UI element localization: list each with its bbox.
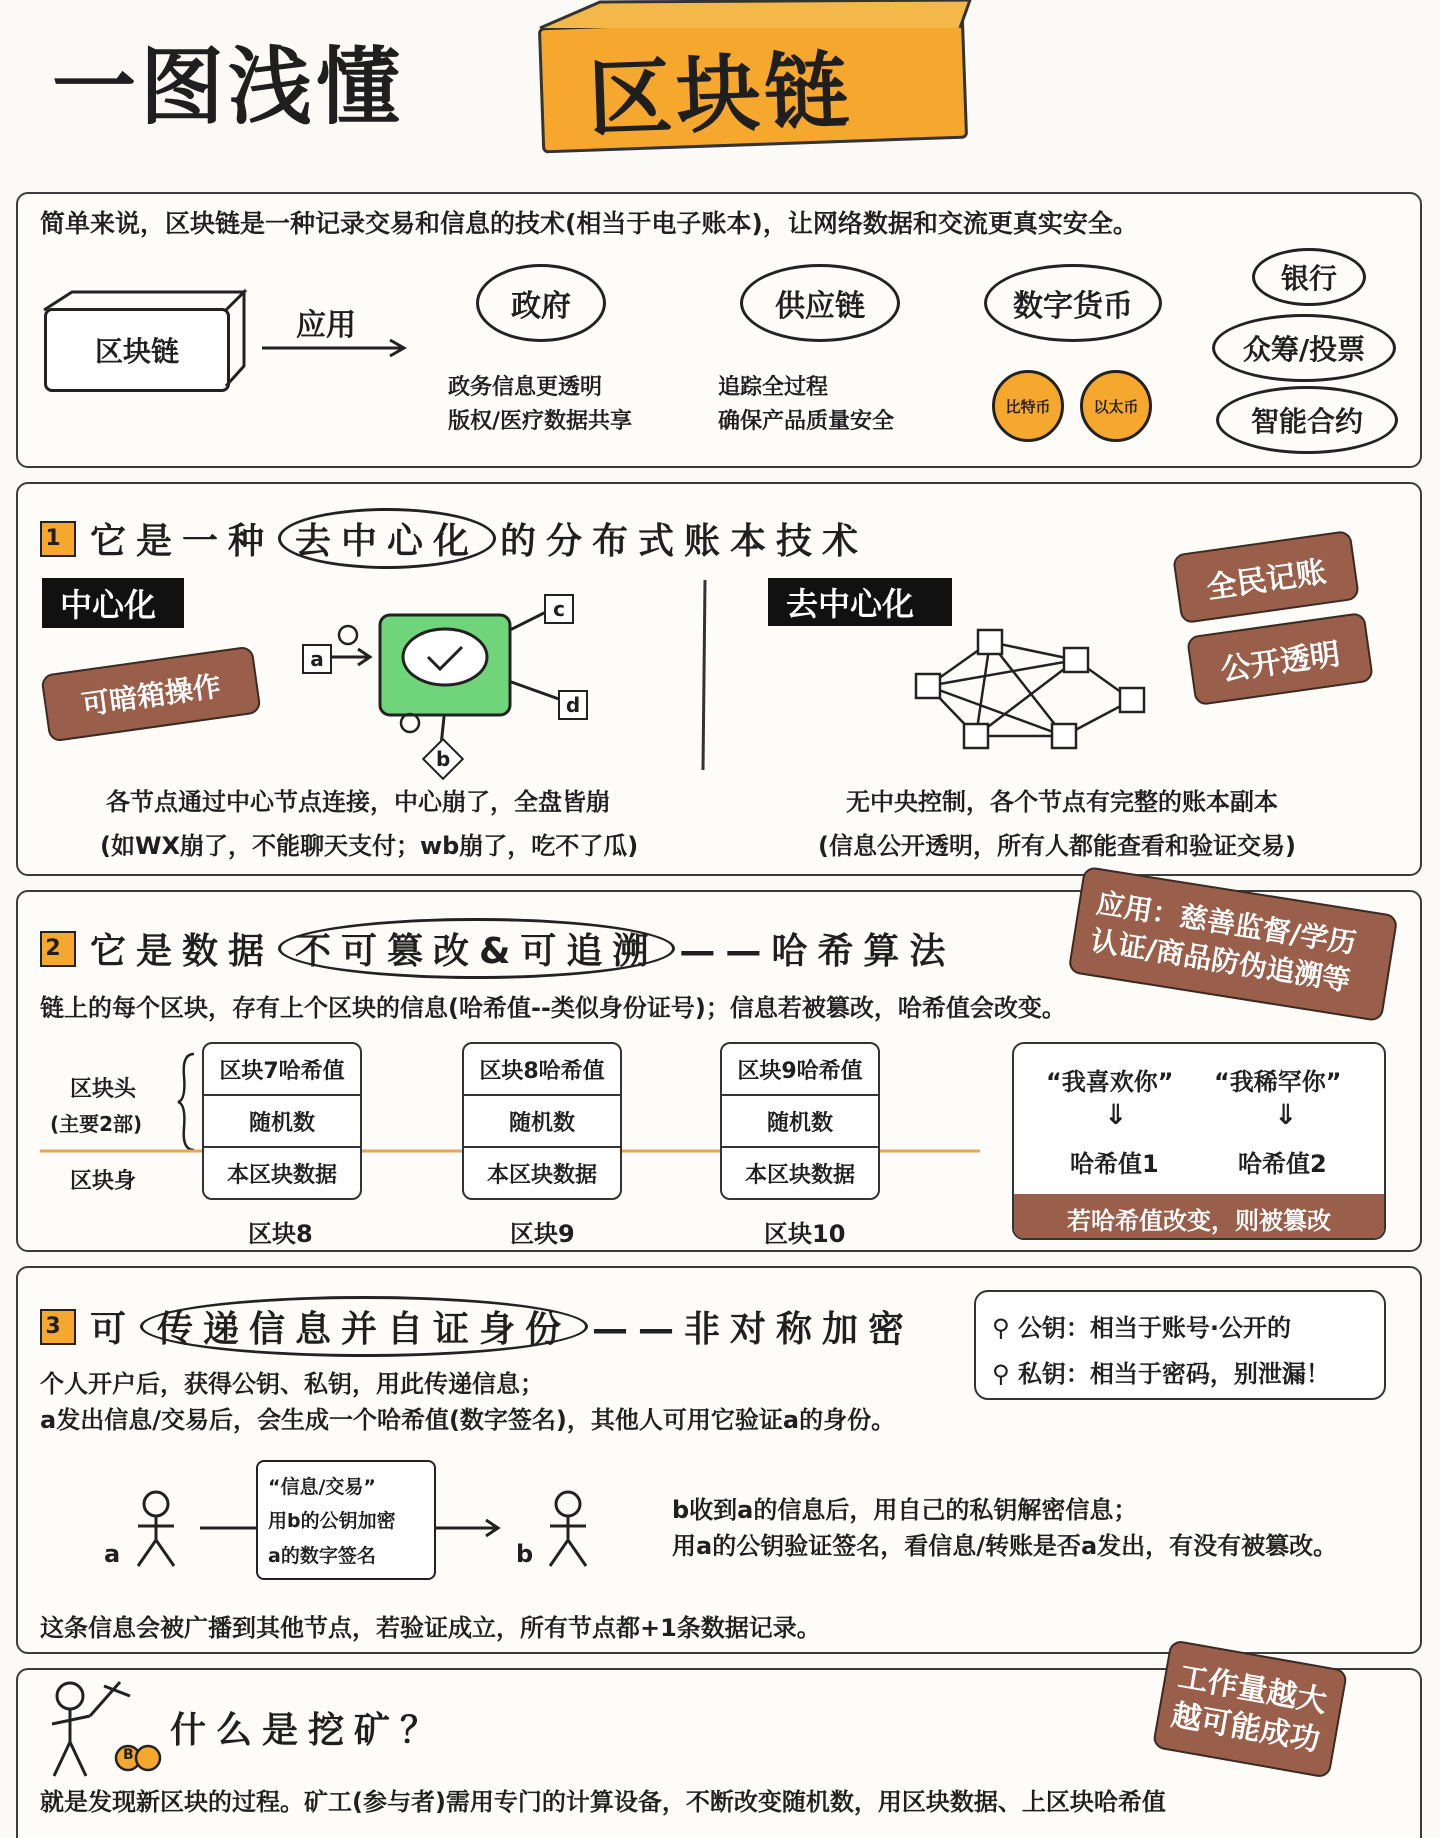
key-icon: ⚲ [992, 1360, 1018, 1388]
block-9 [462, 1042, 622, 1200]
section-number: 1 [40, 521, 76, 557]
circled-keyword: 传递信息并自证身份 [140, 1296, 588, 1357]
government-line-1: 政务信息更透明 [448, 375, 603, 400]
section-2-description: 链上的每个区块，存有上个区块的信息(哈希值--类似身份证号)；信息若被篡改，哈希值会改变。 [40, 994, 1066, 1022]
hash-value-1: 哈希值1 [1070, 1150, 1159, 1178]
centralized-caption-2: (如WX崩了，不能聊天支付；wb崩了，吃不了瓜) [100, 832, 639, 860]
oval-government: 政府 [476, 264, 606, 342]
hash-example-box [1012, 1042, 1386, 1240]
supply-line-2: 确保产品质量安全 [718, 409, 895, 434]
private-key-line: ⚲ 私钥：相当于密码，别泄漏！ [992, 1360, 1330, 1388]
coin-label: B [123, 1747, 134, 1763]
message-box [256, 1460, 436, 1580]
badge-public-bookkeeping: 全民记账 [1172, 530, 1360, 624]
oval-digital-currency: 数字货币 [984, 264, 1162, 342]
title-box-top-edge [530, 0, 970, 30]
decentralized-tag: 去中心化 [768, 578, 952, 626]
section-1-title: 1 它是一种 去中心化 的分布式账本技术 [40, 508, 868, 569]
apply-arrow-label: 应用 [296, 308, 356, 343]
block-8-name: 区块8 [248, 1220, 313, 1248]
decentralized-caption-1: 无中央控制，各个节点有完整的账本副本 [846, 788, 1278, 816]
hash-footer: 若哈希值改变，则被篡改 [1014, 1194, 1384, 1240]
blockchain-block-label: 区块链 [94, 335, 179, 368]
apply-arrow [262, 338, 412, 358]
section-number: 2 [40, 931, 76, 967]
block-nonce-row: 随机数 [722, 1096, 878, 1148]
message-box-line: “信息/交易” [268, 1475, 376, 1498]
block-head-label: 区块头 [70, 1077, 137, 1102]
block-nonce-row: 随机数 [204, 1096, 360, 1148]
section-number: 3 [40, 1309, 76, 1345]
oval-supply-chain: 供应链 [740, 264, 900, 342]
node-a: a [302, 644, 332, 674]
broadcast-line: 这条信息会被广播到其他节点，若验证成立，所有节点都+1条数据记录。 [40, 1614, 821, 1642]
coin-ether: 以太币 [1080, 370, 1152, 442]
circled-keyword: 不可篡改&可追溯 [278, 918, 675, 979]
head-brace [176, 1052, 198, 1152]
hash-text-2: “我稀罕你” [1214, 1068, 1342, 1096]
hash-arrow-1: ⇓ [1104, 1098, 1128, 1131]
block-8 [202, 1042, 362, 1200]
block-data-row: 本区块数据 [744, 1162, 855, 1188]
section-3-line-2: a发出信息/交易后，会生成一个哈希值(数字签名)，其他人可用它验证a的身份。 [40, 1406, 896, 1434]
block-hash-row: 区块8哈希值 [464, 1044, 620, 1096]
block-data-row: 本区块数据 [486, 1162, 597, 1188]
public-key-line: ⚲ 公钥：相当于账号·公开的 [992, 1314, 1292, 1342]
decentralized-network [900, 620, 1160, 760]
page-title: 一图浅懂 [52, 38, 405, 136]
badge-open-transparent: 公开透明 [1186, 612, 1374, 706]
block-10-name: 区块10 [764, 1220, 846, 1248]
node-b: b [422, 738, 464, 780]
oval-crowdfunding: 众筹/投票 [1212, 314, 1396, 382]
block-9-name: 区块9 [510, 1220, 575, 1248]
block-body-label: 区块身 [70, 1169, 137, 1194]
coin-bitcoin: 比特币 [992, 370, 1064, 442]
person-a-label: a [104, 1540, 121, 1568]
miner-icon [44, 1680, 164, 1780]
key-icon: ⚲ [992, 1314, 1018, 1342]
section-2-title: 2 它是数据 不可篡改&可追溯 ——哈希算法 [40, 918, 955, 979]
decentralized-caption-2: (信息公开透明，所有人都能查看和验证交易) [818, 832, 1296, 860]
oval-smart-contract: 智能合约 [1216, 386, 1398, 454]
mining-text: 就是发现新区块的过程。矿工(参与者)需用专门的计算设备，不断改变随机数，用区块数据、上区块哈希值 [40, 1788, 1166, 1816]
section-3-line-1: 个人开户后，获得公钥、私钥，用此传递信息； [40, 1370, 544, 1398]
b-line-1: b收到a的信息后，用自己的私钥解密信息； [672, 1496, 1138, 1524]
hash-value-2: 哈希值2 [1238, 1150, 1327, 1178]
title-keyword: 区块链 [586, 41, 854, 149]
node-c: c [544, 594, 574, 624]
blockchain-block-top [44, 292, 244, 392]
government-line-2: 版权/医疗数据共享 [448, 409, 633, 434]
person-b-figure [540, 1490, 600, 1570]
block-head-note: (主要2部) [50, 1112, 143, 1136]
section-4-title: 什么是挖矿？ [170, 1710, 447, 1751]
oval-bank: 银行 [1252, 248, 1366, 306]
person-b-label: b [516, 1540, 534, 1568]
section-3-title: 3 可 传递信息并自证身份 ——非对称加密 [40, 1296, 914, 1357]
supply-line-1: 追踪全过程 [718, 375, 829, 400]
work-badge: 工作量越大 越可能成功 [1152, 1639, 1348, 1779]
block-hash-row: 区块7哈希值 [204, 1044, 360, 1096]
message-box-line: 用b的公钥加密 [268, 1510, 396, 1533]
hash-arrow-2: ⇓ [1274, 1098, 1298, 1131]
block-10 [720, 1042, 880, 1200]
block-data-row: 本区块数据 [226, 1162, 337, 1188]
section-1-divider [700, 580, 710, 770]
b-line-2: 用a的公钥验证签名，看信息/转账是否a发出，有没有被篡改。 [672, 1532, 1338, 1560]
node-d: d [558, 690, 588, 720]
circled-keyword: 去中心化 [278, 508, 496, 569]
person-a-figure [128, 1490, 188, 1570]
keys-box [974, 1290, 1386, 1400]
application-badge: 应用：慈善监督/学历认证/商品防伪追溯等 [1068, 866, 1399, 1022]
message-box-line: a的数字签名 [268, 1545, 376, 1568]
centralized-tag: 中心化 [42, 578, 184, 628]
blackbox-badge: 可暗箱操作 [40, 645, 261, 742]
block-nonce-row: 随机数 [464, 1096, 620, 1148]
centralized-caption-1: 各节点通过中心节点连接，中心崩了，全盘皆崩 [106, 788, 610, 816]
intro-summary: 简单来说，区块链是一种记录交易和信息的技术(相当于电子账本)，让网络数据和交流更真实安全。 [40, 209, 1138, 238]
block-hash-row: 区块9哈希值 [722, 1044, 878, 1096]
hash-text-1: “我喜欢你” [1046, 1068, 1174, 1096]
